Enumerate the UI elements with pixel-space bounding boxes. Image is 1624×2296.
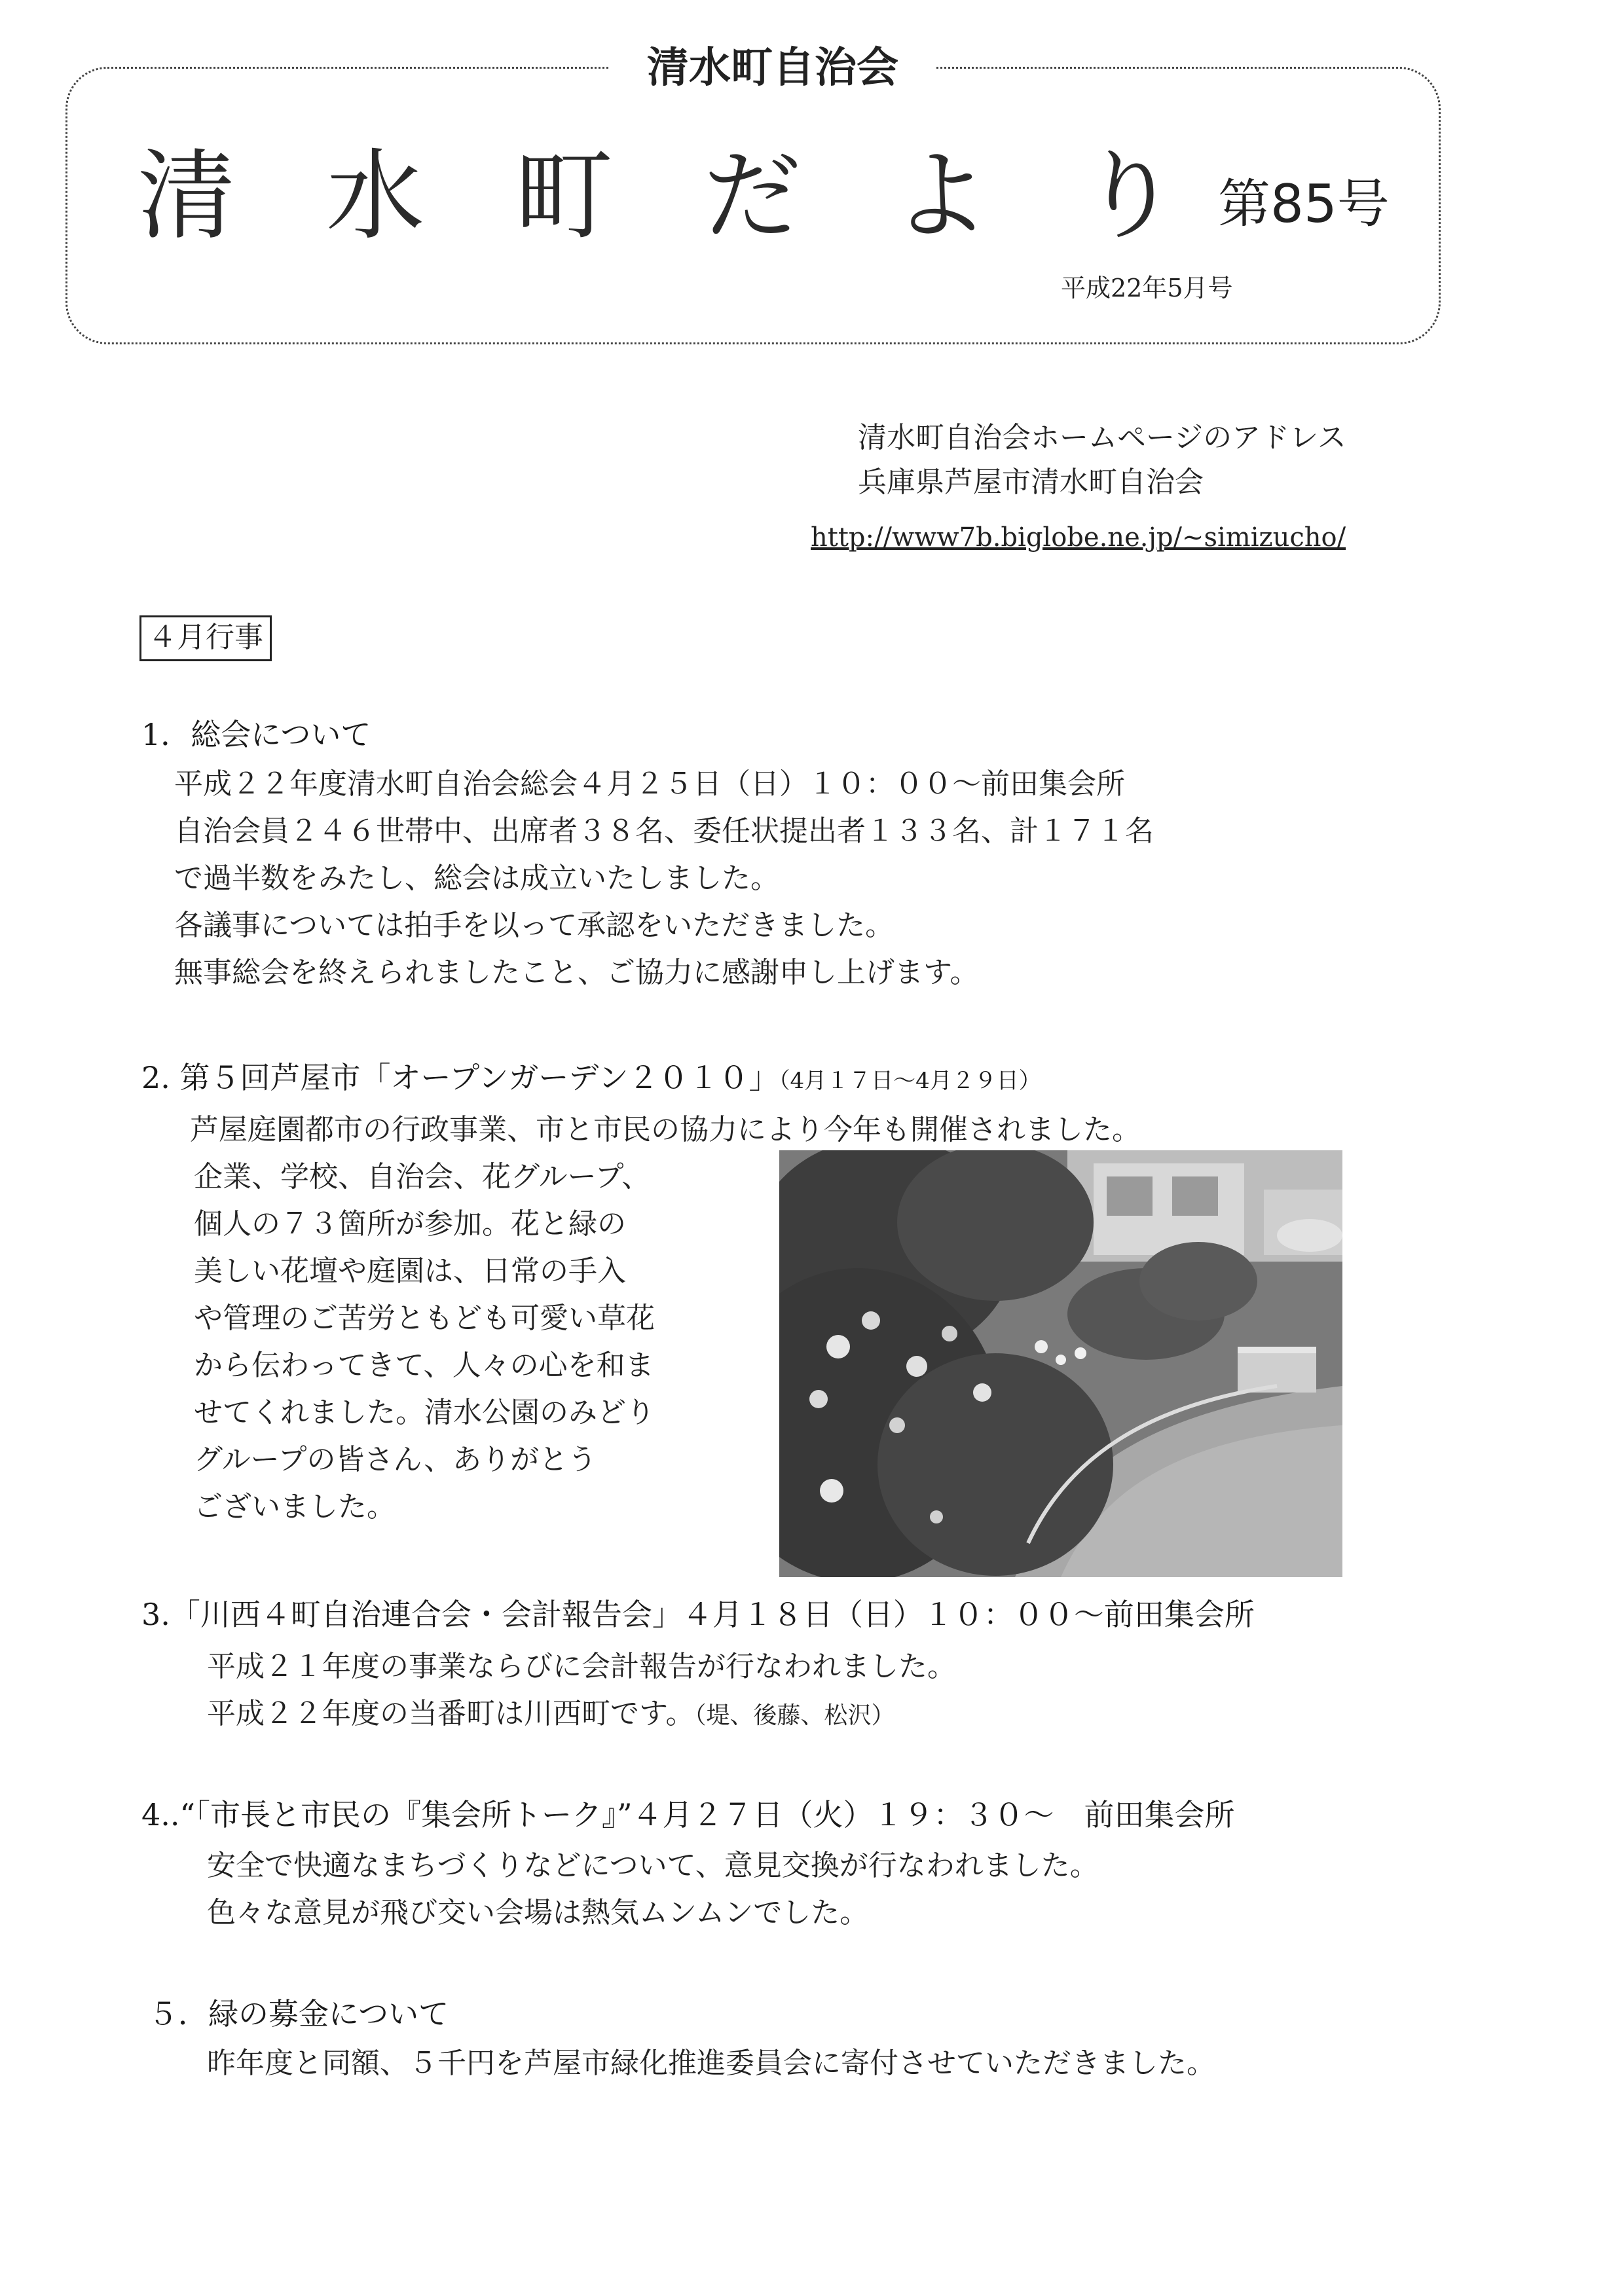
garden-photo-drawing <box>779 1150 1342 1577</box>
issue-number: 第85号 <box>1218 173 1390 234</box>
item-5-body <box>207 2040 1215 2087</box>
item-1-line: 自治会員２４６世帯中、出席者３８名、委任状提出者１３３名、計１７１名 <box>174 814 1154 848</box>
item-1-heading: 1．総会について <box>141 717 371 752</box>
item-1-line: 各議事については拍手を以って承認をいただきました。 <box>174 909 895 942</box>
homepage-url-link[interactable]: http://www7b.biglobe.ne.jp/~simizucho/ <box>811 522 1346 553</box>
item-2-heading-dates: （4月１７日～4月２９日） <box>779 1068 1041 1094</box>
item-1-line: 無事総会を終えられましたこと、ご協力に感謝申し上げます。 <box>174 956 979 989</box>
item-2-body <box>194 1154 655 1531</box>
item-2-intro: 芦屋庭園都市の行政事業、市と市民の協力により今年も開催されました。 <box>190 1113 1141 1146</box>
item-2-line: 美しい花壇や庭園は、日常の手入 <box>194 1254 626 1288</box>
item-2-heading-text: 2. 第５回芦屋市「オープンガーデン２０１０」 <box>141 1060 779 1095</box>
organization-name: 清水町自治会 <box>609 42 936 94</box>
item-3-line-text: 平成２２年度の当番町は川西町です。 <box>207 1697 695 1730</box>
item-4-line: 安全で快適なまちづくりなどについて、意見交換が行なわれました。 <box>207 1849 1099 1882</box>
item-2-line: ございました。 <box>194 1490 396 1523</box>
item-3-body <box>207 1643 956 1740</box>
homepage-info <box>858 416 1346 505</box>
item-1-line: で過半数をみたし、総会は成立いたしました。 <box>174 862 779 895</box>
item-2-line: グループの皆さん、ありがとう <box>194 1443 597 1476</box>
item-1-body <box>174 761 1154 996</box>
item-4-body <box>207 1842 1099 1937</box>
item-4-heading: 4..“「市長と市民の『集会所トーク』”４月２７日（火）１９：３０～ 前田集会所 <box>141 1797 1235 1832</box>
item-5-heading: ５．緑の募金について <box>148 1996 449 2032</box>
item-5-line: 昨年度と同額、５千円を芦屋市緑化推進委員会に寄付させていただきました。 <box>207 2047 1215 2080</box>
item-4-line: 色々な意見が飛び交い会場は熱気ムンムンでした。 <box>207 1896 869 1929</box>
item-1-line: 平成２２年度清水町自治会総会４月２５日（日）１０：００～前田集会所 <box>174 767 1125 801</box>
item-2-line: 個人の７３箇所が参加。花と緑の <box>194 1207 626 1241</box>
item-2-line: 企業、学校、自治会、花グループ、 <box>194 1160 650 1194</box>
homepage-line-1: 清水町自治会ホームページのアドレス <box>858 421 1346 454</box>
item-3-line <box>207 1690 956 1740</box>
item-3-line: 平成２１年度の事業ならびに会計報告が行なわれました。 <box>207 1650 956 1683</box>
issue-date: 平成22年5月号 <box>1061 274 1233 302</box>
item-3-heading: 3.「川西４町自治連合会・会計報告会」４月１８日（日）１０：００～前田集会所 <box>141 1597 1255 1632</box>
item-3-line-note: （堤、後藤、松沢） <box>694 1702 895 1729</box>
item-2-line: せてくれました。清水公園のみどり <box>194 1396 655 1429</box>
section-label: ４月行事 <box>139 615 272 661</box>
item-2-line: や管理のご苦労ともども可愛い草花 <box>194 1302 655 1335</box>
item-2-heading <box>141 1054 1041 1104</box>
newsletter-title: 清水町だより <box>138 139 1270 253</box>
homepage-line-2: 兵庫県芦屋市清水町自治会 <box>858 465 1204 499</box>
item-2-line: から伝わってきて、人々の心を和ま <box>194 1349 654 1382</box>
garden-photo <box>779 1150 1342 1577</box>
